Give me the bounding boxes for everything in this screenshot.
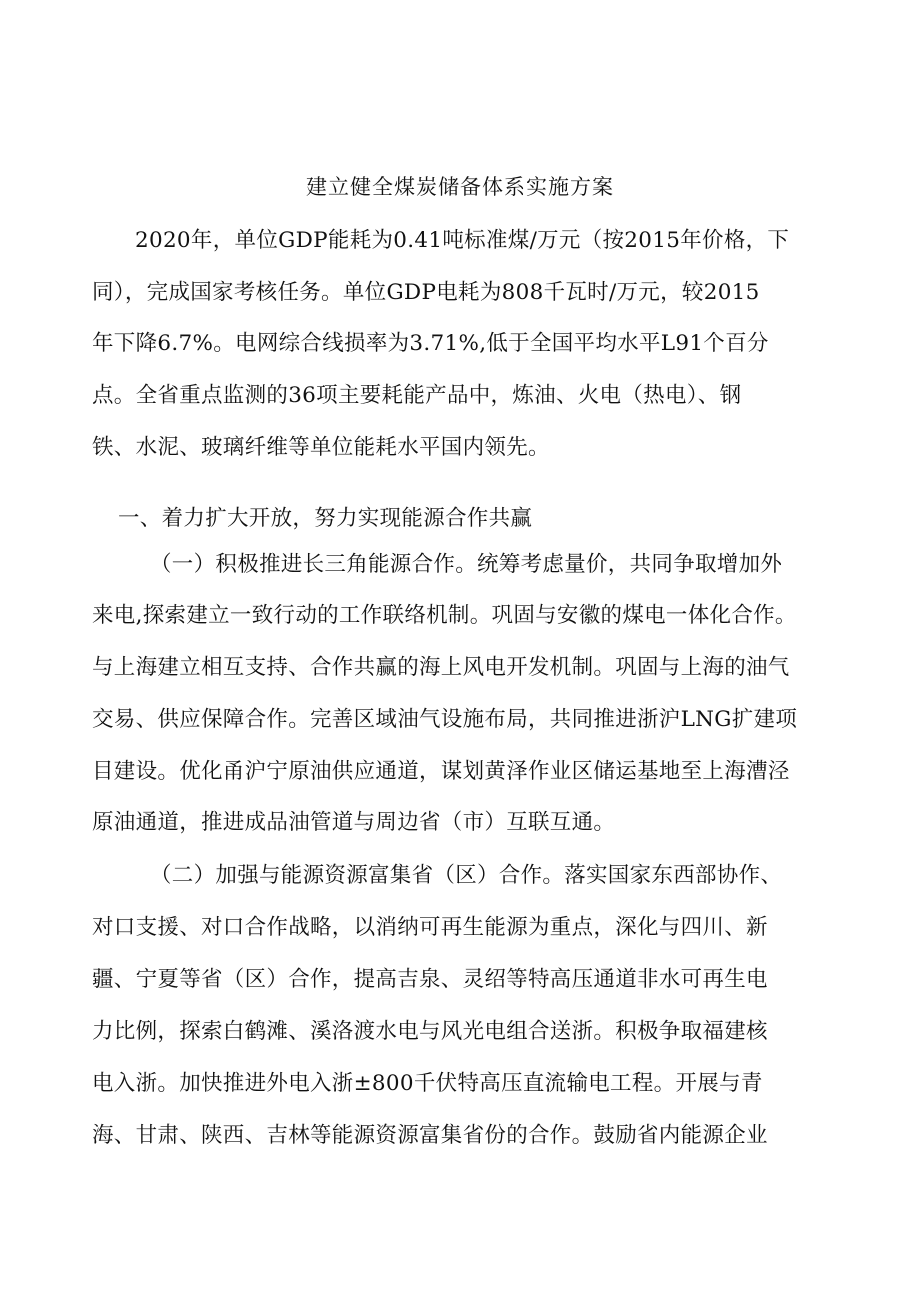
item1-line-1: （一）积极推进长三角能源合作。统筹考虑量价，共同争取增加外 (150, 552, 783, 577)
item2-line-5: 电入浙。加快推进外电入浙±800千伏特高压直流输电工程。开展与青 (92, 1071, 763, 1096)
document-title: 建立健全煤炭储备体系实施方案 (306, 175, 614, 199)
item1-line-3: 与上海建立相互支持、合作共赢的海上风电开发机制。巩固与上海的油气 (92, 655, 790, 680)
item1-line-2: 来电,探索建立一致行动的工作联络机制。巩固与安徽的煤电一体化合作。 (92, 603, 797, 628)
intro-line-5: 铁、水泥、玻璃纤维等单位能耗水平国内领先。 (92, 435, 550, 460)
item2-line-3: 疆、宁夏等省（区）合作，提高吉泉、灵绍等特高压通道非水可再生电 (92, 967, 768, 992)
item2-line-4: 力比例，探索白鹤滩、溪洛渡水电与风光电组合送浙。积极争取福建核 (92, 1019, 768, 1044)
item1-line-5: 目建设。优化甬沪宁原油供应通道，谋划黄泽作业区储运基地至上海漕泾 (92, 759, 790, 784)
item1-line-4: 交易、供应保障合作。完善区域油气设施布局，共同推进浙沪LNG扩建项 (92, 707, 798, 732)
intro-line-4: 点。全省重点监测的36项主要耗能产品中，炼油、火电（热电）、钢 (92, 383, 742, 408)
item2-line-2: 对口支援、对口合作战略，以消纳可再生能源为重点，深化与四川、新 (92, 915, 768, 940)
section-heading: 一、着力扩大开放，努力实现能源合作共赢 (118, 506, 533, 531)
item1-line-6: 原油通道，推进成品油管道与周边省（市）互联互通。 (92, 810, 616, 835)
intro-line-2: 同），完成国家考核任务。单位GDP电耗为808千瓦时/万元，较2015 (92, 280, 760, 305)
intro-line-1: 2020年，单位GDP能耗为0.41吨标准煤/万元（按2015年价格，下 (135, 228, 790, 253)
item2-line-6: 海、甘肃、陕西、吉林等能源资源富集省份的合作。鼓励省内能源企业 (92, 1123, 768, 1148)
intro-line-3: 年下降6.7%。电网综合线损率为3.71%,低于全国平均水平L91个百分 (92, 331, 769, 356)
item2-line-1: （二）加强与能源资源富集省（区）合作。落实国家东西部协作、 (150, 863, 783, 888)
